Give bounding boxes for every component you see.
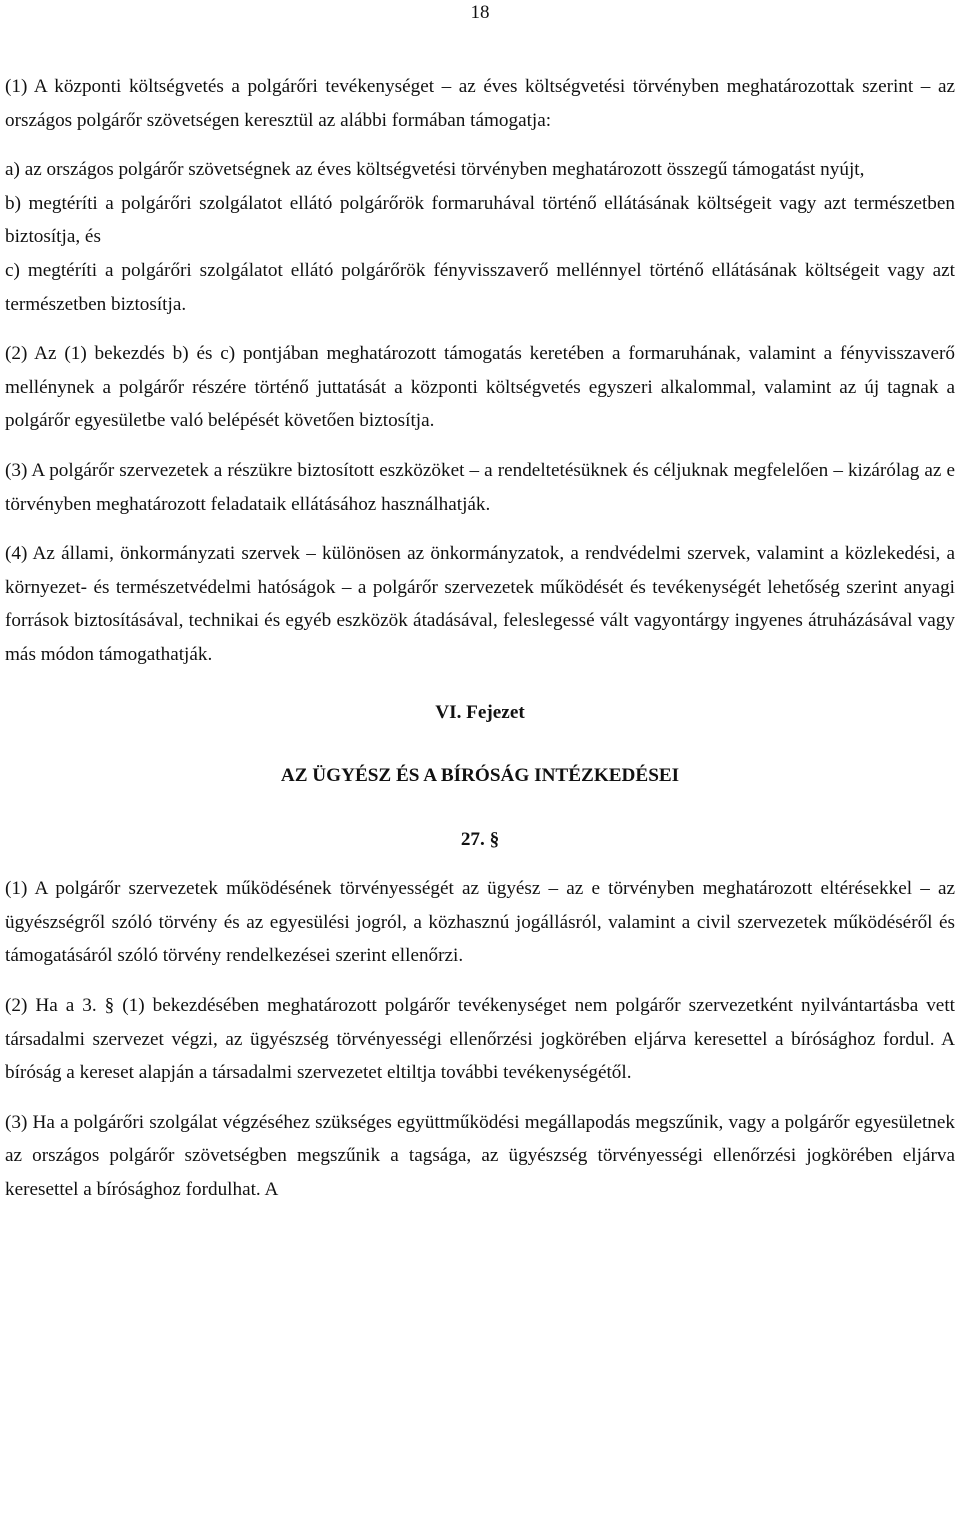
list-item-a: a) az országos polgárőr szövetségnek az éves költségvetési törvényben meghatározott összegű támogatást nyújt, [5, 159, 865, 181]
section-paragraph-1: (1) A polgárőr szervezetek működésének törvényességét az ügyész – az e törvényben meghatározott eltérésekkel – az ügyészségről szóló törvény és az egyesülési jogról, a közhasznú jogállásról, valamint a civil szervezetek működéséről és támogatásáról szóló törvény rendelkezései szerint ellenőrzi. [5, 878, 955, 967]
section-number: 27. § [460, 828, 500, 850]
section-paragraph-3: (3) Ha a polgárőri szolgálat végzéséhez szükséges együttműködési megállapodás megszűnik, vagy a polgárőr egyesületnek az országos polgárőr szövetségben megszűnik a tagsága, az ügyészség törvényességi ellenőrzési jogkörében eljárva keresettel a bírósághoz fordulhat. A [5, 1111, 955, 1201]
paragraph-1: (1) A központi költségvetés a polgárőri tevékenységet – az éves költségvetési törvényben meghatározottak szerint – az országos polgárőr szövetségen keresztül az alábbi formában támogatja: [5, 76, 955, 131]
paragraph-2: (2) Az (1) bekezdés b) és c) pontjában meghatározott támogatás keretében a formaruhának, valamint a fényvisszaverő mellénynek a polgárőr részére történő juttatását a központi költségvetés egyszeri alkalommal, valamint az új tagnak a polgárőr egyesületbe való belépését követően biztosítja. [5, 343, 955, 432]
section-paragraph-2: (2) Ha a 3. § (1) bekezdésében meghatározott polgárőr tevékenységet nem polgárőr szervezetként nyilvántartásba vett társadalmi szervezet végzi, az ügyészség törvényességi ellenőrzési jogkörében eljárva keresettel a bírósághoz fordul. A bíróság a kereset alapján a társadalmi szervezetet eltiltja további tevékenységétől. [5, 995, 955, 1084]
paragraph-4: (4) Az állami, önkormányzati szervek – különösen az önkormányzatok, a rendvédelmi szervek, valamint a közlekedési, a környezet- és természetvédelmi hatóságok – a polgárőr szervezetek működését és tevékenységét lehetőség szerint anyagi források biztosításával, technikai és egyéb eszközök átadásával, feleslegessé vált vagyontárgy ingyenes átruházásával vagy más módon támogathatják. [5, 543, 955, 665]
document-body [5, 70, 955, 1207]
chapter-title: AZ ÜGYÉSZ ÉS A BÍRÓSÁG INTÉZKEDÉSEI [280, 765, 680, 787]
list-item-b: b) megtéríti a polgárőri szolgálatot ellátó polgárőrök formaruhával történő ellátásának költségeit vagy azt természetben biztosítja, és [5, 192, 955, 248]
paragraph-3: (3) A polgárőr szervezetek a részükre biztosított eszközöket – a rendeltetésüknek és céljuknak megfelelően – kizárólag az e törvényben meghatározott feladataik ellátásához használhatják. [5, 459, 955, 515]
chapter-number: VI. Fejezet [435, 701, 525, 723]
page-number: 18 [470, 2, 490, 23]
list-item-c: c) megtéríti a polgárőri szolgálatot ellátó polgárőrök fényvisszaverő mellénnyel történő ellátásának költségeit vagy azt természetben biztosítja. [5, 259, 955, 315]
